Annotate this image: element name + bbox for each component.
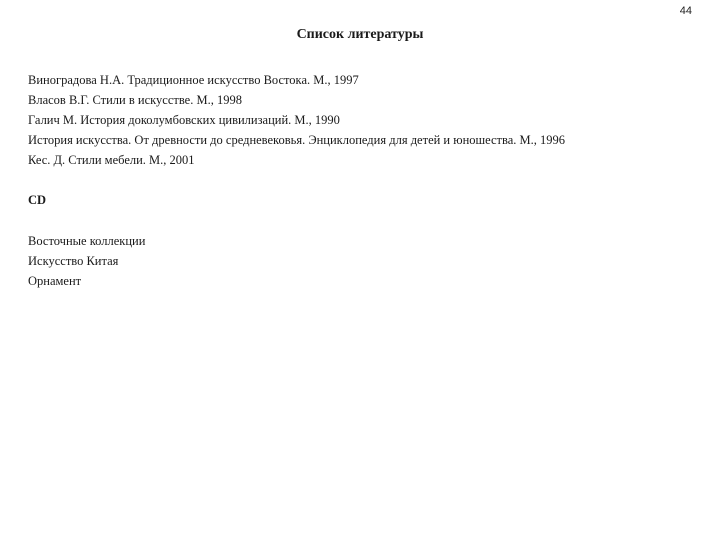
reference-item: Виноградова Н.А. Традиционное искусство Востока. М., 1997 xyxy=(28,73,359,87)
page-title: Список литературы xyxy=(296,27,424,42)
reference-item: История искусства. От древности до средневековья. Энциклопедия для детей и юношества. М., 1996 xyxy=(28,133,566,147)
cd-section-heading: CD xyxy=(28,193,47,207)
cd-item: Орнамент xyxy=(28,274,82,288)
references-list xyxy=(28,70,698,170)
reference-item: Кес. Д. Стили мебели. М., 2001 xyxy=(28,153,195,167)
page-number: 44 xyxy=(679,5,692,17)
reference-item: Галич М. История доколумбовских цивилизаций. М., 1990 xyxy=(28,113,340,127)
cd-item: Искусство Китая xyxy=(28,254,119,268)
reference-item: Власов В.Г. Стили в искусстве. М., 1998 xyxy=(28,93,242,107)
cd-list xyxy=(28,231,145,291)
cd-item: Восточные коллекции xyxy=(28,234,146,248)
